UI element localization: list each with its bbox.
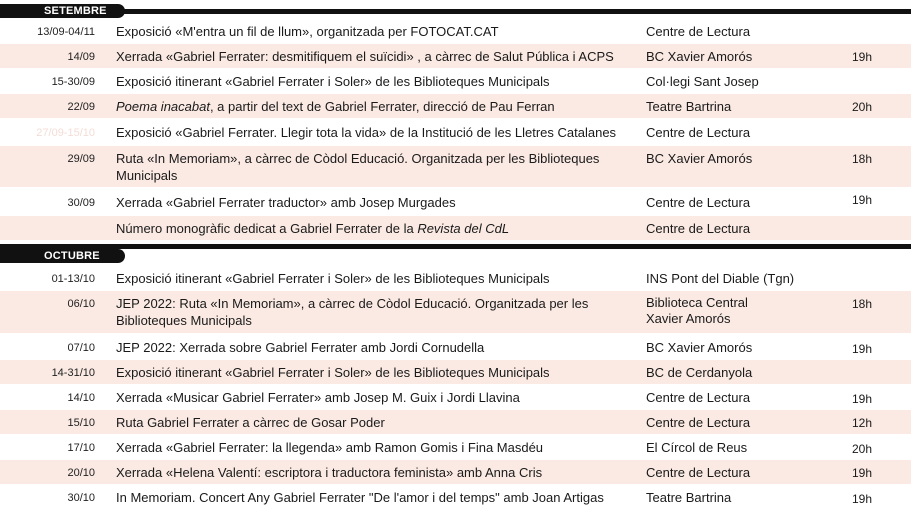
event-date: 15/10: [67, 417, 95, 429]
event-description: Exposició «M'entra un fil de llum», organitzada per FOTOCAT.CAT: [116, 24, 499, 39]
event-description-text: Número monogràfic dedicat a Gabriel Ferrater de la: [116, 221, 418, 236]
event-description: Exposició «Gabriel Ferrater. Llegir tota la vida» de la Institució de les Lletres Catalanes: [116, 125, 617, 140]
section-rule: [0, 9, 911, 14]
event-row: [0, 190, 911, 214]
event-description: Xerrada «Gabriel Ferrater: la llegenda» amb Ramon Gomis i Fina Masdéu: [116, 440, 544, 455]
event-date: 22/09: [67, 101, 95, 113]
event-row: [0, 386, 911, 408]
event-place: Centre de Lectura: [646, 415, 751, 430]
event-place: Centre de Lectura: [646, 195, 751, 210]
section-label: OCTUBRE: [0, 249, 125, 263]
event-time: 19h: [852, 342, 873, 356]
event-date: 14-31/10: [51, 367, 95, 379]
event-place: BC Xavier Amorós: [646, 49, 753, 64]
event-time: 19h: [852, 50, 873, 64]
event-description: Xerrada «Musicar Gabriel Ferrater» amb Josep M. Guix i Jordi Llavina: [116, 390, 520, 405]
event-description-text: , a partir del text de Gabriel Ferrater, direcció de Pau Ferran: [209, 99, 555, 114]
event-time: 19h: [852, 392, 873, 406]
event-place: Teatre Bartrina: [646, 99, 732, 114]
event-time: 12h: [852, 416, 873, 430]
event-description: [116, 98, 636, 115]
event-description: Xerrada «Helena Valentí: escriptora i traductora feminista» amb Anna Cris: [116, 465, 543, 480]
event-time: 20h: [852, 442, 873, 456]
event-place: BC Xavier Amorós: [646, 151, 753, 166]
event-row: [0, 146, 911, 187]
event-date: 30/10: [67, 492, 95, 504]
event-row: [0, 291, 911, 333]
section-label: SETEMBRE: [0, 4, 125, 18]
event-description: Xerrada «Gabriel Ferrater traductor» amb Josep Murgades: [116, 195, 456, 210]
event-place: Centre de Lectura: [646, 125, 751, 140]
event-time: 19h: [852, 193, 873, 207]
event-row: [0, 410, 911, 434]
event-place: Biblioteca Central Xavier Amorós: [646, 295, 748, 326]
event-place: Centre de Lectura: [646, 390, 751, 405]
event-date: 17/10: [67, 442, 95, 454]
event-place: INS Pont del Diable (Tgn): [646, 271, 795, 286]
event-row: [0, 436, 911, 458]
event-place: Centre de Lectura: [646, 24, 751, 39]
event-time: 20h: [852, 100, 873, 114]
event-description: Exposició itinerant «Gabriel Ferrater i Soler» de les Biblioteques Municipals: [116, 74, 550, 89]
event-date: 20/10: [67, 467, 95, 479]
event-date: 27/09-15/10: [36, 127, 95, 139]
event-row: [0, 216, 911, 240]
event-description: JEP 2022: Xerrada sobre Gabriel Ferrater amb Jordi Cornudella: [116, 340, 485, 355]
event-description: JEP 2022: Ruta «In Memoriam», a càrrec de Còdol Educació. Organitzada per les Biblioteques Municipals: [116, 296, 589, 328]
section-header: [0, 244, 911, 262]
event-place: Centre de Lectura: [646, 221, 751, 236]
event-date: 01-13/10: [51, 273, 95, 285]
event-time: 19h: [852, 466, 873, 480]
event-place: BC de Cerdanyola: [646, 365, 753, 380]
event-description: Exposició itinerant «Gabriel Ferrater i Soler» de les Biblioteques Municipals: [116, 365, 550, 380]
event-row: [0, 267, 911, 289]
event-place: BC Xavier Amorós: [646, 340, 753, 355]
event-date: 13/09-04/11: [37, 26, 95, 38]
event-row: [0, 336, 911, 358]
event-date: 07/10: [67, 342, 95, 354]
event-description: Exposició itinerant «Gabriel Ferrater i Soler» de les Biblioteques Municipals: [116, 271, 550, 286]
event-date: 29/09: [67, 153, 95, 165]
event-time: 18h: [852, 152, 873, 166]
event-place: Teatre Bartrina: [646, 490, 732, 505]
section-octubre: [0, 244, 911, 262]
event-row: [0, 22, 911, 41]
section-setembre: [0, 4, 911, 18]
event-description: In Memoriam. Concert Any Gabriel Ferrater "De l'amor i del temps" amb Joan Artigas: [116, 490, 604, 505]
publication-title-italic: Revista del CdL: [417, 221, 510, 236]
event-date: 06/10: [67, 298, 95, 310]
event-place: Col·legi Sant Josep: [646, 74, 759, 89]
event-row: [0, 70, 911, 92]
event-place: El Círcol de Reus: [646, 440, 748, 455]
event-description: Ruta Gabriel Ferrater a càrrec de Gosar Poder: [116, 415, 385, 430]
section-header: [0, 4, 911, 18]
event-description: Xerrada «Gabriel Ferrater: desmitifiquem el suïcidi» , a càrrec de Salut Pública i ACPS: [116, 49, 614, 64]
event-date: 30/09: [67, 197, 95, 209]
event-time: 19h: [852, 492, 873, 506]
event-date: 15-30/09: [51, 76, 95, 88]
event-row: [0, 460, 911, 484]
event-row: [0, 486, 911, 508]
event-description: Ruta «In Memoriam», a càrrec de Còdol Educació. Organitzada per les Biblioteques Municipals: [116, 151, 600, 183]
event-date: 14/09: [67, 51, 95, 63]
event-title-italic: Poema inacabat: [116, 99, 210, 114]
event-date: 14/10: [67, 392, 95, 404]
event-description: [116, 220, 636, 237]
section-rule: [0, 244, 911, 249]
event-row: [0, 360, 911, 384]
event-row: [0, 94, 911, 118]
event-row: [0, 120, 911, 144]
event-place: Centre de Lectura: [646, 465, 751, 480]
event-time: 18h: [852, 297, 873, 311]
event-row: [0, 44, 911, 68]
